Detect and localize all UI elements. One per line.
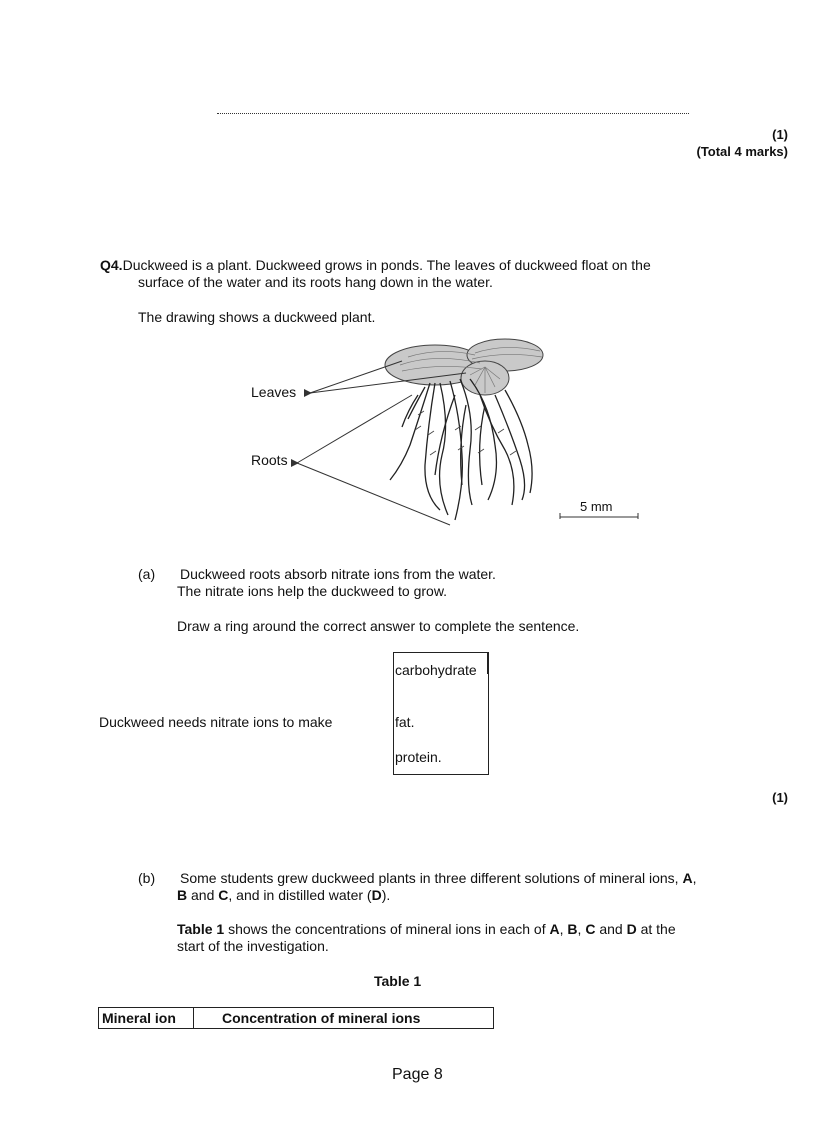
option-protein[interactable]: protein.	[395, 749, 442, 765]
part-b-line2-end: ).	[381, 887, 391, 903]
leaves-label: Leaves	[251, 384, 297, 400]
duckweed-drawing	[290, 335, 650, 535]
question-number: Q4.	[100, 257, 123, 273]
root-strands	[390, 379, 532, 520]
table-title: Table 1	[374, 973, 422, 989]
header-mineral-ion: Mineral ion	[99, 1008, 194, 1029]
part-a-instruction: Draw a ring around the correct answer to complete the sentence.	[177, 618, 580, 634]
part-b-line1	[180, 870, 696, 887]
part-b-line2-text: , and in distilled water (	[228, 887, 372, 903]
table-intro-line2: start of the investigation.	[177, 938, 329, 954]
part-a-sentence: Duckweed needs nitrate ions to make	[99, 714, 333, 730]
and-text: and	[187, 887, 219, 903]
part-a-label: (a)	[138, 566, 156, 582]
roots-label: Roots	[251, 452, 288, 468]
option-carbohydrate[interactable]: carbohydrate	[395, 662, 477, 678]
answer-dotted-line	[217, 113, 689, 114]
scale-bar	[560, 513, 638, 519]
t-a: A	[549, 921, 560, 937]
scale-label: 5 mm	[580, 499, 613, 514]
solution-c: C	[218, 887, 229, 903]
part-a-mark: (1)	[772, 790, 788, 805]
solution-d: D	[371, 887, 382, 903]
tail-text: at the	[636, 921, 676, 937]
table-ref: Table 1	[177, 921, 225, 937]
t-d: D	[626, 921, 637, 937]
table-intro-text: shows the concentrations of mineral ions in each of	[224, 921, 550, 937]
answer-options-box	[393, 652, 489, 775]
part-a-line2: The nitrate ions help the duckweed to grow.	[177, 583, 448, 599]
solution-a: A	[682, 870, 693, 886]
part-b-line1-text: Some students grew duckweed plants in three different solutions of mineral ions,	[180, 870, 683, 886]
and-text: and	[595, 921, 627, 937]
table-header-row	[99, 1008, 494, 1029]
sep: ,	[577, 921, 586, 937]
header-concentration: Concentration of mineral ions	[194, 1008, 494, 1029]
option-divider	[487, 652, 489, 674]
part-a-line1: Duckweed roots absorb nitrate ions from the water.	[180, 566, 496, 582]
table-intro-line1	[177, 921, 676, 938]
comma: ,	[692, 870, 697, 886]
q4-intro-text: Duckweed is a plant. Duckweed grows in ponds. The leaves of duckweed float on the	[122, 257, 651, 273]
sep: ,	[559, 921, 568, 937]
q4-intro-line1	[100, 257, 651, 274]
part-b-line2	[177, 887, 390, 904]
q4-intro-line2: surface of the water and its roots hang down in the water.	[138, 274, 493, 290]
option-fat[interactable]: fat.	[395, 714, 415, 730]
t-c: C	[585, 921, 596, 937]
mark-label: (1)	[772, 127, 788, 142]
page-number: Page 8	[392, 1066, 443, 1083]
part-b-label: (b)	[138, 870, 156, 886]
solution-b: B	[177, 887, 188, 903]
total-marks-label: (Total 4 marks)	[696, 144, 788, 159]
drawing-intro-text: The drawing shows a duckweed plant.	[138, 309, 376, 325]
table-1	[98, 1007, 494, 1029]
t-b: B	[567, 921, 578, 937]
